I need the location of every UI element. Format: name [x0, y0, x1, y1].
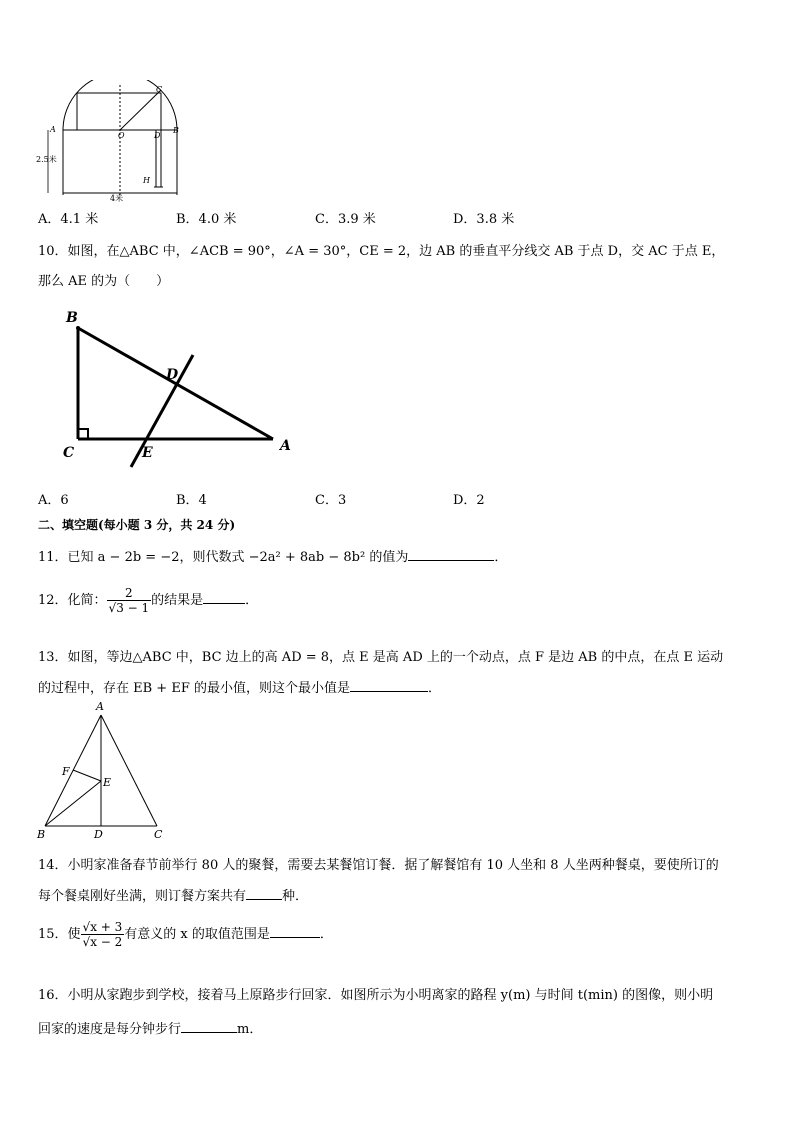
- q10-label-d: D: [166, 367, 179, 383]
- q10-triangle-figure: [58, 305, 308, 475]
- q12-answer-blank[interactable]: [203, 591, 245, 604]
- q10-option-b[interactable]: B．4: [176, 493, 207, 508]
- q11-end: ．: [494, 550, 508, 565]
- q16-text-line2: 回家的速度是每分钟步行: [38, 1022, 182, 1037]
- q16-answer-blank[interactable]: [181, 1020, 237, 1033]
- q15-end: ．: [319, 927, 333, 942]
- fig9-label-a: A: [50, 125, 56, 134]
- q15: [38, 920, 764, 949]
- q13-label-a: A: [96, 700, 104, 713]
- q11: [38, 546, 764, 565]
- q13-label-b: B: [37, 828, 46, 841]
- q10-option-a[interactable]: A．6: [38, 493, 69, 508]
- fig9-label-b: B: [173, 126, 179, 135]
- q10-label-e: E: [142, 445, 153, 461]
- q13-end: ．: [427, 681, 441, 696]
- q13-label-c: C: [154, 828, 163, 841]
- q10-options: [0, 489, 794, 509]
- q14-answer-blank[interactable]: [246, 887, 282, 900]
- q15-text-after: 有意义的 x 的取值范围是: [124, 927, 270, 942]
- q13-equilateral-figure: [32, 698, 172, 843]
- q11-text: 11．已知 a − 2b = −2，则代数式 −2a² + 8ab − 8b² 的值为: [38, 550, 409, 565]
- arch-figure: [36, 80, 186, 205]
- q12-text-after: 的结果是: [151, 593, 204, 608]
- q15-answer-blank[interactable]: [270, 925, 320, 938]
- q9-options: [0, 208, 794, 228]
- q9-option-c[interactable]: C．3.9 米: [315, 212, 376, 227]
- q10-option-d[interactable]: D．2: [453, 493, 485, 508]
- section-fill-in-title: 二、填空题(每小题 3 分，共 24 分): [38, 518, 236, 532]
- q12-numerator: 2: [107, 586, 152, 601]
- q9-option-a[interactable]: A．4.1 米: [38, 212, 99, 227]
- q10-text-line2: 那么 AE 的为（ ）: [38, 274, 170, 289]
- q14-line2: [38, 885, 764, 904]
- q13-text-line1: 13．如图，等边△ABC 中，BC 边上的高 AD = 8，点 E 是高 AD 上的一个动点，点 F 是边 AB 的中点，在点 E 运动: [38, 650, 724, 665]
- fig9-label-h: H: [143, 176, 150, 185]
- q11-answer-blank[interactable]: [408, 548, 494, 561]
- q10-text-line1: 10．如图，在△ABC 中，∠ACB = 90°，∠A = 30°，CE = 2，边 AB 的垂直平分线交 AB 于点 D，交 AC 于点 E，: [38, 244, 725, 259]
- fig9-label-d: D: [154, 131, 161, 140]
- fig9-height-label: 2.5米: [36, 155, 57, 164]
- q14-end: 种．: [282, 889, 309, 904]
- q16-text-line1: 16．小明从家跑步到学校，接着马上原路步行回家．如图所示为小明离家的路程 y(m) 与时间 t(min) 的图像，则小明: [38, 988, 714, 1003]
- q16-line2: [38, 1018, 764, 1037]
- q10-option-c[interactable]: C．3: [315, 493, 347, 508]
- q10-label-b: B: [66, 310, 78, 326]
- q15-fraction: [81, 920, 125, 949]
- q13-line2: [38, 677, 764, 696]
- q15-denominator: √x − 2: [82, 935, 123, 949]
- q9-option-b[interactable]: B．4.0 米: [176, 212, 237, 227]
- q12-text: 12．化简：: [38, 593, 107, 608]
- q12-end: ．: [245, 593, 259, 608]
- q15-text: 15．使: [38, 927, 81, 942]
- fig9-label-o: O: [118, 131, 125, 140]
- q10-label-c: C: [63, 445, 75, 461]
- q13-label-d: D: [94, 828, 103, 841]
- q14-text-line2: 每个餐桌刚好坐满，则订餐方案共有: [38, 889, 247, 904]
- q12: [38, 586, 764, 615]
- q10-label-a: A: [280, 438, 291, 454]
- q16-end: m．: [237, 1022, 263, 1037]
- fig9-width-label: 4米: [110, 194, 124, 203]
- fig9-label-c: C: [156, 85, 163, 94]
- q13-text-line2: 的过程中，存在 EB + EF 的最小值，则这个最小值是: [38, 681, 350, 696]
- q9-option-d[interactable]: D．3.8 米: [453, 212, 515, 227]
- q12-fraction: [107, 586, 152, 615]
- q15-numerator: √x + 3: [82, 920, 123, 934]
- q13-answer-blank[interactable]: [350, 679, 428, 692]
- q13-label-e: E: [103, 776, 112, 789]
- q13-label-f: F: [62, 765, 70, 778]
- q14-text-line1: 14．小明家准备春节前举行 80 人的聚餐，需要去某餐馆订餐．据了解餐馆有 10 人坐和 8 人坐两种餐桌，要使所订的: [38, 858, 719, 873]
- q12-denominator: √3 − 1: [108, 601, 150, 615]
